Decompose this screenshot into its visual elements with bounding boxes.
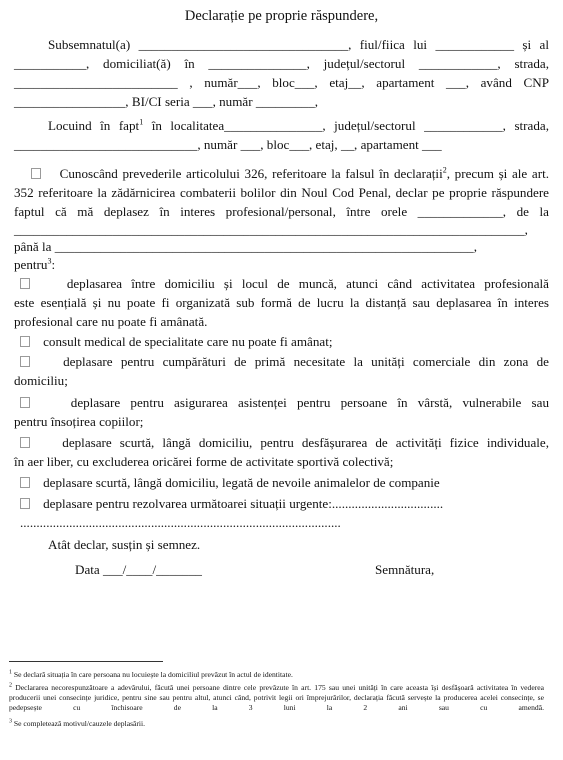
checkbox-icon[interactable] bbox=[20, 336, 30, 347]
statement-line-5: până la ________________________________________________________________, bbox=[14, 239, 477, 254]
footnote-separator bbox=[9, 661, 163, 662]
option-line: consult medical de specialitate care nu poate fi amânat; bbox=[14, 334, 555, 349]
identity-line-3: _________________________ , număr___, bloc___, etaj__, apartament ___, având CNP bbox=[14, 75, 549, 90]
dotted-line: .................................................................................................. bbox=[20, 515, 341, 530]
statement-line-6: pentru$^3$: bbox=[14, 256, 56, 272]
option-line: deplasare pentru cumpărături de primă necesitate la unități comerciale din zona de bbox=[14, 354, 549, 369]
checkbox-icon[interactable] bbox=[20, 477, 30, 488]
option-continuation: domiciliu; bbox=[14, 373, 68, 388]
checkbox-icon[interactable] bbox=[20, 498, 30, 509]
identity-line-4: _________________, BI/CI seria ___, număr _________, bbox=[14, 94, 319, 109]
footnote-3: $^3$ Se completează motivul/cauzele deplasării. bbox=[9, 718, 146, 728]
document-title: Declarație pe proprie răspundere, bbox=[184, 8, 379, 24]
statement-line-4: ______________________________________________________________________________, bbox=[14, 222, 528, 237]
footnote-2: $^2$ Declararea necorespunzătoare a adevărului, făcută unei persoane dintre cele prevăzute în art. 175 sau unei unități în care aceasta își desfășoară activitatea în vederea producerii unei consecințe juridice, pentru sine sau pentru altul, atunci când, potrivit legii ori împrejurărilor, declarația făcută servește la producerea acelei consecințe, se pedepsește cu închisoare de la 3 luni la 2 ani sau cu amendă. bbox=[9, 682, 544, 712]
checkbox-icon[interactable] bbox=[31, 168, 41, 179]
checkbox-icon[interactable] bbox=[20, 278, 30, 289]
statement-line-1: Cunoscând prevederile articolului 326, referitoare la falsul în declarații$^2$, precum și ale art. bbox=[14, 166, 549, 181]
option-continuation: profesional care nu poate fi amânată. bbox=[14, 314, 208, 329]
option-line: deplasare pentru rezolvarea următoarei situații urgente:.................................. bbox=[14, 496, 555, 511]
option-line: deplasare scurtă, lângă domiciliu, pentru desfășurarea de activități fizice individuale, bbox=[14, 435, 549, 450]
option-continuation: este esențială și nu poate fi organizată sub formă de lucru la distanță sau deplasarea în interes bbox=[14, 295, 549, 310]
closing-text: Atât declar, susțin și semnez. bbox=[48, 537, 201, 552]
option-line: deplasare pentru asigurarea asistenței pentru persoane în vârstă, vulnerabile sau bbox=[14, 395, 549, 410]
option-line: deplasare scurtă, lângă domiciliu, legată de nevoile animalelor de companie bbox=[14, 475, 555, 490]
residence-line-2: ____________________________, număr ___, bloc___, etaj, __, apartament ___ bbox=[14, 137, 442, 152]
footnote-1: $^1$ Se declară situația în care persoana nu locuiește la domiciliul prevăzut în actul de identitate. bbox=[9, 669, 293, 679]
checkbox-icon[interactable] bbox=[20, 437, 30, 448]
identity-line-1: Subsemnatul(a) ________________________________, fiul/fiica lui ____________ și al bbox=[48, 37, 549, 52]
residence-line-1: Locuind în fapt$^1$ în localitatea_______________, județul/sectorul ____________, strada, bbox=[48, 117, 549, 133]
date-field: Data ___/____/_______ bbox=[75, 562, 202, 577]
identity-line-2: ___________, domiciliat(ă) în _______________, județul/sectorul ____________, strada, bbox=[14, 56, 549, 71]
option-continuation: în aer liber, cu excluderea oricărei forme de activitate sportivă colectivă; bbox=[14, 454, 394, 469]
checkbox-icon[interactable] bbox=[20, 356, 30, 367]
statement-line-2: 352 referitoare la zădărnicirea combaterii bolilor din Noul Cod Penal, declar pe proprie răspundere bbox=[14, 185, 549, 200]
option-line: deplasarea între domiciliu și locul de muncă, atunci când activitatea profesională bbox=[14, 276, 549, 291]
statement-line-3: faptul că mă deplasez în interes profesional/personal, între orele _____________, de la bbox=[14, 204, 549, 219]
checkbox-icon[interactable] bbox=[20, 397, 30, 408]
signature-label: Semnătura, bbox=[375, 562, 435, 577]
option-continuation: pentru însoțirea copiilor; bbox=[14, 414, 144, 429]
